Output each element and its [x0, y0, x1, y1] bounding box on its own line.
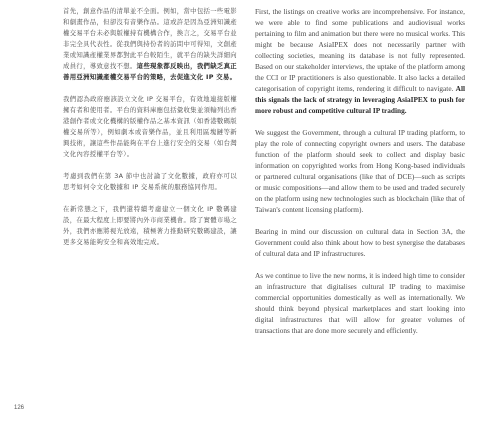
en-paragraph-3: Bearing in mind our discussion on cultural data in Section 3A, the Government could also think about how to best synergise the databases of cultural data and IP infrastructures.	[255, 227, 465, 258]
en-paragraph-1-text: First, the listings on creative works are incomprehensive. For instance, we were able to find some publications and audiovisual works pertaining to film and animation but there were no musical works. This might be because AsiaIPEX does not necessarily partner with collecting societies, meaning its database is not fully represented. Based on our stakeholder interviews, the uptake of the platform among the CCI or IP practitioners is also questionable. It also lacks a detailed categorisation of copyright items, rendering it difficult to navigate.	[255, 7, 465, 93]
page-number: 126	[14, 405, 25, 411]
zh-paragraph-3: 考慮到我們在第 3A 節中也討論了文化數據，政府亦可以思考如何令文化數據和 IP 交易系統的服務協同作用。	[63, 172, 237, 191]
chinese-column	[63, 6, 237, 259]
en-paragraph-4: As we continue to live the new norms, it is indeed high time to consider an infrastructure that digitalises cultural IP trading to maximise commercial opportunities domestically as well as internationally. We should think beyond physical marketplaces and start looking into digital infrastructures that will allow for greater volumes of transactions that are done more securely and efficiently.	[255, 271, 465, 335]
zh-paragraph-2: 我們認為政府應該設立文化 IP 交易平台，有效地連接版權擁有者和使用者。平台的資料庫應包括彙收集並須輸列出香港創作者或文化機構的版權作品之基本資訊（如香港數碼版權交易所等），例如劇本或音樂作品，並且利用區塊鏈等新興技術，讓這些作品能夠在平台上進行安全的交易（如台灣文化內容授權平台等）。	[63, 95, 237, 158]
en-paragraph-1-bold: All this signals the lack of strategy in leveraging AsiaIPEX to push for more robust and competitive cultural IP trading.	[255, 84, 465, 115]
en-paragraph-2: We suggest the Government, through a cultural IP trading platform, to play the role of connecting copyright owners and users. The database function of the platform should seek to collect and display basic information on copyrighted works from Hong Kong-based individuals or partnered cultural organisations (like that of DCE)—such as scripts or music compositions—and allow them to be used and traded securely on the platform using new technologies such as blockchain (like that of Taiwan's content licensing platform).	[255, 128, 465, 214]
zh-paragraph-1-bold: 這些現象都反映出，我們缺乏真正善用亞洲知識產權交易平台的策略，去促進文化 IP 交易。	[63, 62, 238, 81]
english-column	[255, 6, 465, 347]
zh-paragraph-4: 在新常態之下，我們還特續考慮建立一個文化 IP 數碼建設，在最大程度上即要將內外市商業機會。除了實體市場之外，我們亦應將視光放遠，積極著力推動研究數碼建設，讓更多交易能夠安全和高效地完成。	[63, 205, 237, 246]
zh-paragraph-1-text: 首先，創意作品的清單並不全面。例如，當中包括一些電影和劇畫作品，但卻沒有音樂作品。這或許是因為亞洲知識產權交易平台未必與版權持有機構合作，換言之，交易平台並非完全具代表性。從我們與持份者的訪問中可得知，文創產業或知識產權業界都對此平台較陌生，就平台的缺失詳細向成員行，導致意找不想。	[63, 7, 237, 70]
zh-paragraph-1	[63, 6, 237, 83]
en-paragraph-1	[255, 6, 465, 116]
